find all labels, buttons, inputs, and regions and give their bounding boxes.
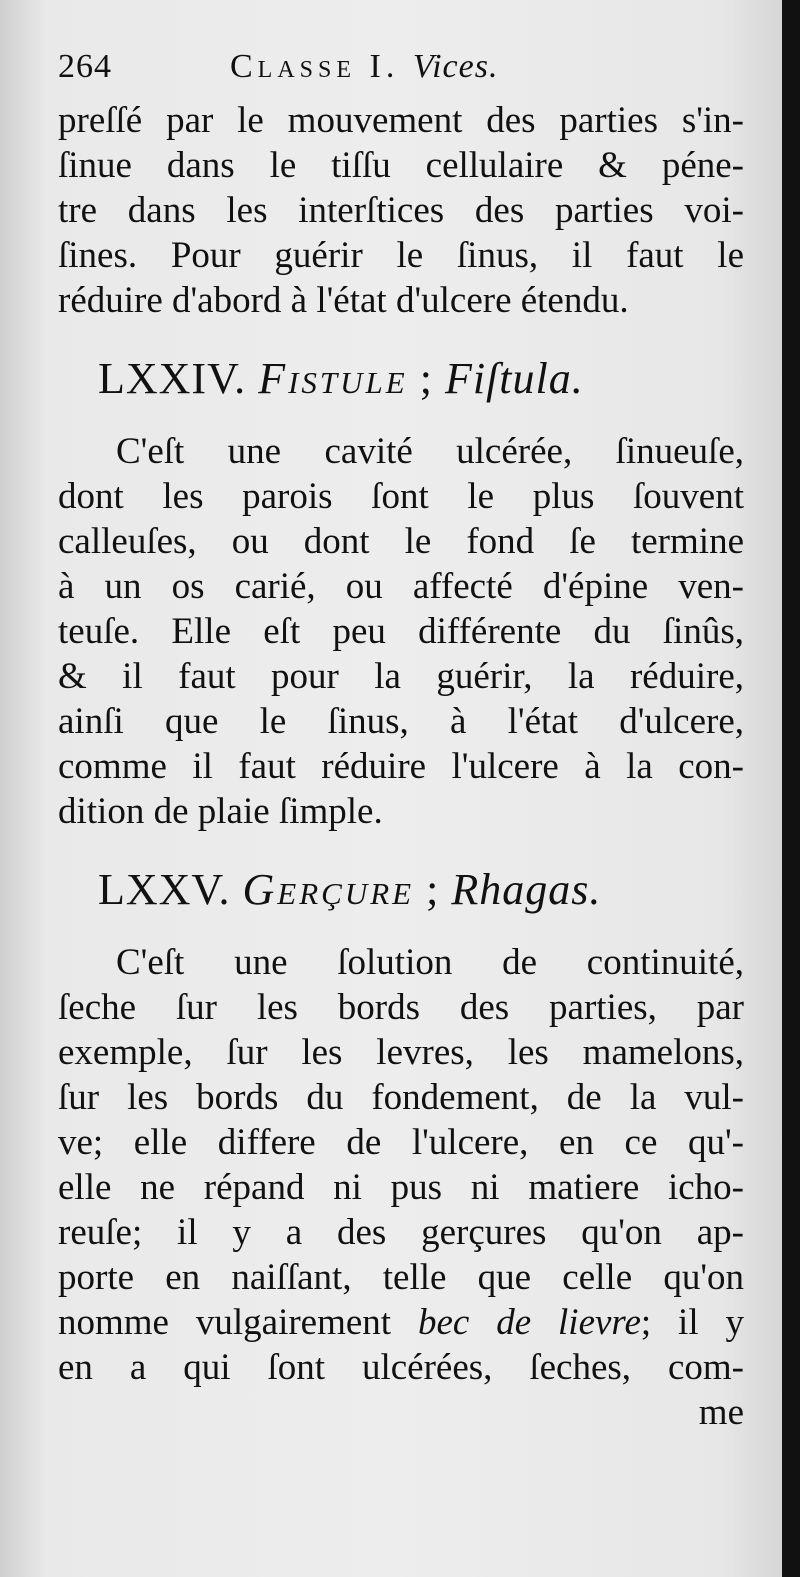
running-title-text: Classe I. [230,48,400,85]
section-name: Gerçure [242,865,415,914]
running-title [230,48,498,86]
section-separator: ; [419,354,433,403]
page-edge-shadow [782,0,800,1577]
page-number: 264 [58,48,112,85]
italic-term: bec de lievre [417,1302,641,1343]
text-line: elle ne répand ni pus ni matiere icho- [58,1167,744,1208]
text-line: ainſi que le ſinus, à l'état d'ulcere, [58,701,744,742]
section-heading-75 [58,862,744,918]
text-segment: nomme vulgairement [58,1302,392,1343]
paragraph-continued [58,98,744,323]
text-line: C'eſt une cavité ulcérée, ſinueuſe, [116,431,744,472]
text-line: à un os carié, ou affecté d'épine ven- [58,566,744,607]
text-line: ſur les bords du fondement, de la vul- [58,1077,744,1118]
section-heading-74 [58,351,744,407]
section-latin: Rhagas. [451,865,602,914]
text-line: exemple, ſur les levres, les mamelons, [58,1032,744,1073]
section-latin: Fiſtula. [444,354,584,403]
running-head [58,48,744,98]
section-name: Fistule [258,354,408,403]
text-line: en a qui ſont ulcérées, ſeches, com- [58,1347,744,1388]
text-line: calleuſes, ou dont le fond ſe termine [58,521,744,562]
text-line: ſinue dans le tiſſu cellulaire & péne- [58,145,744,186]
running-title-italic: Vices. [412,48,499,85]
text-line: porte en naiſſant, telle que celle qu'on [58,1257,744,1298]
text-line: ſeche ſur les bords des parties, par [58,987,744,1028]
text-line: ve; elle differe de l'ulcere, en ce qu'- [58,1122,744,1163]
text-line: dont les parois ſont le plus ſouvent [58,476,744,517]
section-75-body [58,940,744,1435]
text-line: tre dans les interſtices des parties voi- [58,190,744,231]
text-line: teuſe. Elle eſt peu différente du ſinûs, [58,611,744,652]
text-line: dition de plaie ſimple. [58,791,383,832]
text-segment: ; il y [640,1302,744,1343]
section-separator: ; [426,865,440,914]
text-line: & il faut pour la guérir, la réduire, [58,656,744,697]
text-line: C'eſt une ſolution de continuité, [116,942,744,983]
text-line-with-italic [58,1300,744,1345]
text-line: preſſé par le mouvement des parties s'in- [58,100,744,141]
section-74-body [58,429,744,834]
catchword: me [698,1392,744,1433]
text-line: ſines. Pour guérir le ſinus, il faut le [58,235,744,276]
text-line: reuſe; il y a des gerçures qu'on ap- [58,1212,744,1253]
section-numeral: LXXIV. [98,354,247,403]
page-content [58,48,744,1435]
text-line: réduire d'abord à l'état d'ulcere étendu. [58,280,629,321]
text-line: comme il faut réduire l'ulcere à la con- [58,746,744,787]
section-numeral: LXXV. [98,865,231,914]
